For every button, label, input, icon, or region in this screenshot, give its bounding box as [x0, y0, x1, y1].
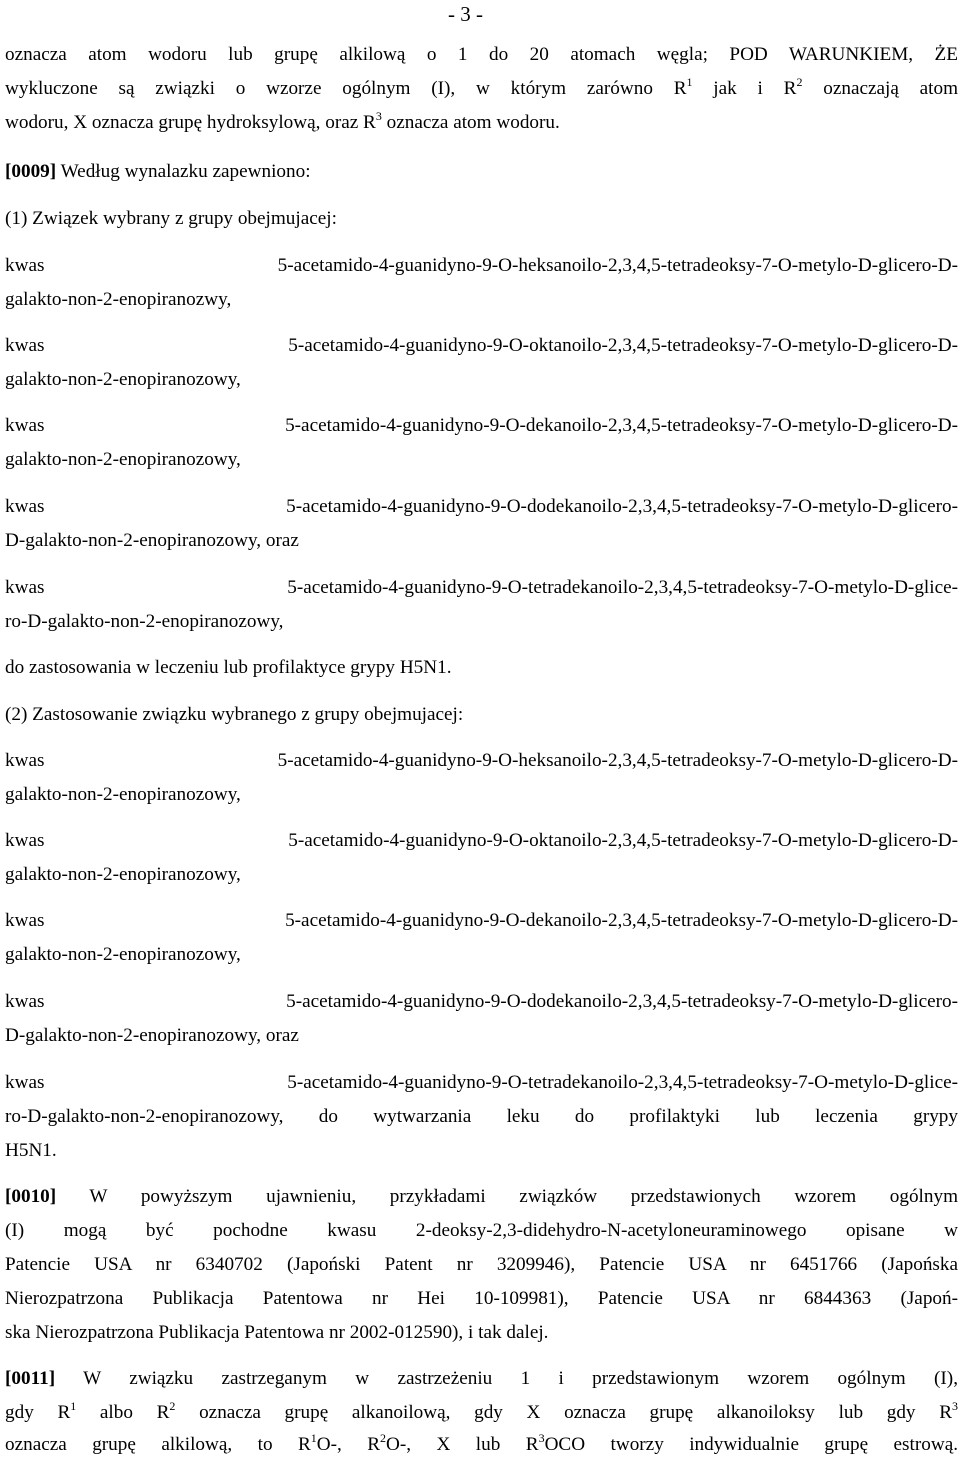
page-number: - 3 - — [448, 2, 483, 26]
para-0010-line-5: ska Nierozpatrzona Publikacja Patentowa nr 2002-012590), i tak dalej. — [5, 1322, 549, 1343]
intro-line-1: oznacza atom wodoru lub grupę alkilową o 1 do 20 atomach węgla; POD WARUNKIEM, ŻE — [5, 44, 958, 65]
s1-compound-3-line-2: galakto-non-2-enopiranozowy, — [5, 449, 241, 470]
para-0010-line-3: Patencie USA nr 6340702 (Japoński Patent nr 3209946), Patencie USA nr 6451766 (Japońska — [5, 1254, 958, 1275]
s2-compound-1-line-2: galakto-non-2-enopiranozowy, — [5, 784, 241, 805]
s2-compound-5-line-2: ro-D-galakto-non-2-enopiranozowy, do wytwarzania leku do profilaktyki lub leczenia grypy — [5, 1106, 958, 1127]
intro-line-2: wykluczone są związki o wzorze ogólnym (I), w którym zarówno $R^1$ jak i $R^2$ oznaczają atom — [5, 75, 959, 99]
s2-compound-4-line-1: kwas 5-acetamido-4-guanidyno-9-O-dodekanoilo-2,3,4,5-tetradeoksy-7-O-metylo-D-glicero- — [5, 991, 958, 1012]
para-0010-number: [0010] — [5, 1186, 57, 1207]
para-0011-number: [0011] — [5, 1368, 56, 1389]
section-2-heading: (2) Zastosowanie związku wybranego z grupy obejmujacej: — [5, 704, 464, 725]
s1-compound-5-line-1: kwas 5-acetamido-4-guanidyno-9-O-tetradekanoilo-2,3,4,5-tetradeoksy-7-O-metylo-D-glice- — [5, 577, 958, 598]
s1-compound-1-line-2: galakto-non-2-enopiranozwy, — [5, 289, 232, 310]
para-0010-line-2: (I) mogą być pochodne kwasu 2-deoksy-2,3-didehydro-N-acetyloneuraminowego opisane w — [5, 1220, 958, 1241]
s1-use-statement: do zastosowania w leczeniu lub profilaktyce grypy H5N1. — [5, 657, 452, 678]
para-0009-heading: [0009] Według wynalazku zapewniono: — [5, 161, 311, 182]
s1-compound-2-line-1: kwas 5-acetamido-4-guanidyno-9-O-oktanoilo-2,3,4,5-tetradeoksy-7-O-metylo-D-glicero-D- — [5, 335, 958, 356]
para-0011-line-2: gdy $R^1$ albo $R^2$ oznacza grupę alkanoilową, gdy X oznacza grupę alkanoiloksy lub gdy $R^3$ — [5, 1399, 958, 1423]
intro-line-3: wodoru, X oznacza grupę hydroksylową, oraz $R^3$ oznacza atom wodoru. — [5, 109, 560, 133]
para-0011-line-1: [0011] W związku zastrzeganym w zastrzeżeniu 1 i przedstawionym wzorem ogólnym (I), — [5, 1368, 958, 1389]
s2-compound-5-line-1: kwas 5-acetamido-4-guanidyno-9-O-tetradekanoilo-2,3,4,5-tetradeoksy-7-O-metylo-D-glice- — [5, 1072, 958, 1093]
s1-compound-1-line-1: kwas 5-acetamido-4-guanidyno-9-O-heksanoilo-2,3,4,5-tetradeoksy-7-O-metylo-D-glicero-D- — [5, 255, 958, 276]
s2-compound-2-line-1: kwas 5-acetamido-4-guanidyno-9-O-oktanoilo-2,3,4,5-tetradeoksy-7-O-metylo-D-glicero-D- — [5, 830, 958, 851]
para-0009-number: [0009] — [5, 161, 57, 182]
s1-compound-5-line-2: ro-D-galakto-non-2-enopiranozowy, — [5, 611, 284, 632]
s1-compound-4-line-1: kwas 5-acetamido-4-guanidyno-9-O-dodekanoilo-2,3,4,5-tetradeoksy-7-O-metylo-D-glicero- — [5, 496, 958, 517]
s2-compound-4-line-2: D-galakto-non-2-enopiranozowy, oraz — [5, 1025, 299, 1046]
para-0011-line-3: oznacza grupę alkilową, to $R^1O-$, $R^2O-$, X lub $R^3OCO$ tworzy indywidualnie grupę estrową. — [5, 1431, 959, 1455]
s2-compound-1-line-1: kwas 5-acetamido-4-guanidyno-9-O-heksanoilo-2,3,4,5-tetradeoksy-7-O-metylo-D-glicero-D- — [5, 750, 958, 771]
s2-compound-3-line-2: galakto-non-2-enopiranozowy, — [5, 944, 241, 965]
para-0010-line-1: [0010] W powyższym ujawnieniu, przykładami związków przedstawionych wzorem ogólnym — [5, 1186, 958, 1207]
s1-compound-3-line-1: kwas 5-acetamido-4-guanidyno-9-O-dekanoilo-2,3,4,5-tetradeoksy-7-O-metylo-D-glicero-D- — [5, 415, 958, 436]
s1-compound-4-line-2: D-galakto-non-2-enopiranozowy, oraz — [5, 530, 299, 551]
s2-compound-5-line-3: H5N1. — [5, 1140, 57, 1161]
section-1-heading: (1) Związek wybrany z grupy obejmujacej: — [5, 208, 337, 229]
s1-compound-2-line-2: galakto-non-2-enopiranozowy, — [5, 369, 241, 390]
para-0010-line-4: Nierozpatrzona Publikacja Patentowa nr Hei 10-109981), Patencie USA nr 6844363 (Japoń- — [5, 1288, 958, 1309]
s2-compound-3-line-1: kwas 5-acetamido-4-guanidyno-9-O-dekanoilo-2,3,4,5-tetradeoksy-7-O-metylo-D-glicero-D- — [5, 910, 958, 931]
s2-compound-2-line-2: galakto-non-2-enopiranozowy, — [5, 864, 241, 885]
